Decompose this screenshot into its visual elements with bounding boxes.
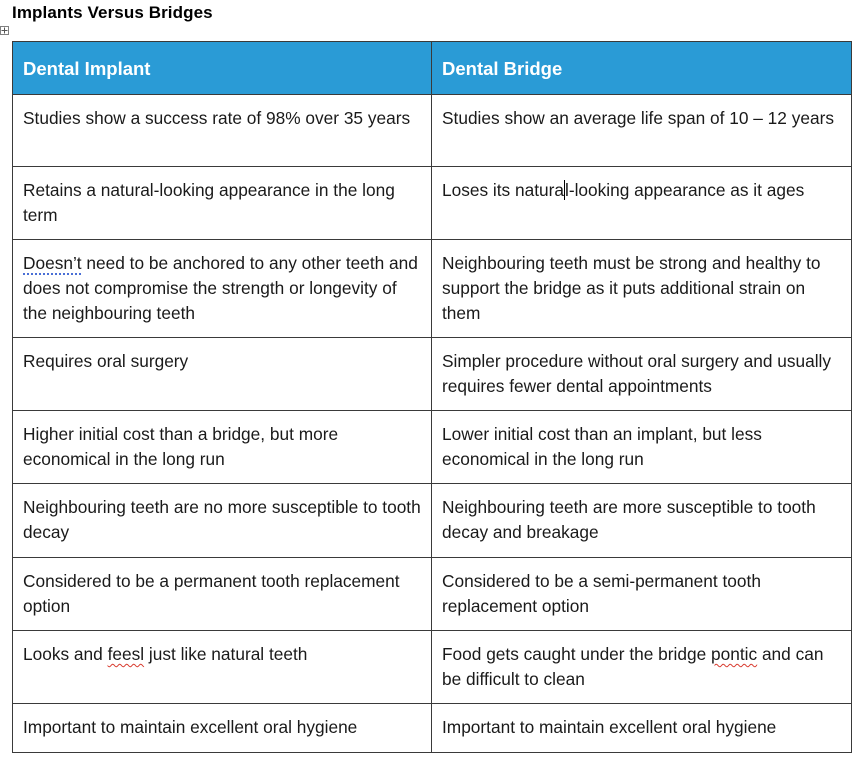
cell-text: Looks and bbox=[23, 644, 108, 664]
bridge-cell[interactable]: Neighbouring teeth must be strong and healthy to support the bridge as it puts additional strain on them bbox=[432, 240, 852, 338]
table-row bbox=[13, 631, 852, 704]
misspelled-word[interactable]: feesl bbox=[107, 644, 145, 664]
implant-cell[interactable]: Higher initial cost than a bridge, but more economical in the long run bbox=[13, 411, 432, 484]
cell-text: Food gets caught under the bridge bbox=[442, 644, 712, 664]
bridge-cell[interactable]: Neighbouring teeth are more susceptible to tooth decay and breakage bbox=[432, 484, 852, 558]
cell-text: need to be anchored to any other teeth and does not compromise the strength or longevity of the neighbouring teeth bbox=[23, 253, 418, 323]
comparison-table bbox=[12, 41, 852, 753]
move-cross-icon bbox=[1, 27, 8, 34]
table-row bbox=[13, 338, 852, 411]
table-row bbox=[13, 95, 852, 167]
header-dental-bridge[interactable]: Dental Bridge bbox=[432, 42, 852, 95]
implant-cell[interactable]: Neighbouring teeth are no more susceptible to tooth decay bbox=[13, 484, 432, 558]
cell-text: l-looking appearance as it ages bbox=[565, 180, 805, 200]
header-dental-implant[interactable]: Dental Implant bbox=[13, 42, 432, 95]
implant-cell[interactable]: Requires oral surgery bbox=[13, 338, 432, 411]
bridge-cell[interactable]: Simpler procedure without oral surgery and usually requires fewer dental appointments bbox=[432, 338, 852, 411]
cell-text: just like natural teeth bbox=[144, 644, 308, 664]
table-row bbox=[13, 558, 852, 631]
implant-cell[interactable]: Important to maintain excellent oral hygiene bbox=[13, 704, 432, 753]
grammar-flagged-word[interactable]: Doesn’t bbox=[23, 253, 82, 273]
bridge-cell[interactable]: Important to maintain excellent oral hygiene bbox=[432, 704, 852, 753]
cell-text: and can be difficult to clean bbox=[442, 644, 824, 689]
table-row bbox=[13, 484, 852, 558]
bridge-cell[interactable]: Considered to be a semi-permanent tooth replacement option bbox=[432, 558, 852, 631]
bridge-cell[interactable] bbox=[432, 167, 852, 240]
table-row bbox=[13, 240, 852, 338]
implant-cell[interactable] bbox=[13, 240, 432, 338]
implant-cell[interactable]: Considered to be a permanent tooth replacement option bbox=[13, 558, 432, 631]
implant-cell[interactable]: Studies show a success rate of 98% over 35 years bbox=[13, 95, 432, 167]
bridge-cell[interactable]: Lower initial cost than an implant, but less economical in the long run bbox=[432, 411, 852, 484]
cell-text: Loses its natura bbox=[442, 180, 564, 200]
table-header-row bbox=[13, 42, 852, 95]
implant-cell[interactable]: Retains a natural-looking appearance in the long term bbox=[13, 167, 432, 240]
table-row bbox=[13, 704, 852, 753]
bridge-cell[interactable] bbox=[432, 631, 852, 704]
bridge-cell[interactable]: Studies show an average life span of 10 – 12 years bbox=[432, 95, 852, 167]
document-title: Implants Versus Bridges bbox=[12, 3, 213, 22]
implant-cell[interactable] bbox=[13, 631, 432, 704]
misspelled-word[interactable]: pontic bbox=[711, 644, 758, 664]
table-move-handle[interactable] bbox=[0, 26, 9, 35]
table-row bbox=[13, 411, 852, 484]
table-row bbox=[13, 167, 852, 240]
